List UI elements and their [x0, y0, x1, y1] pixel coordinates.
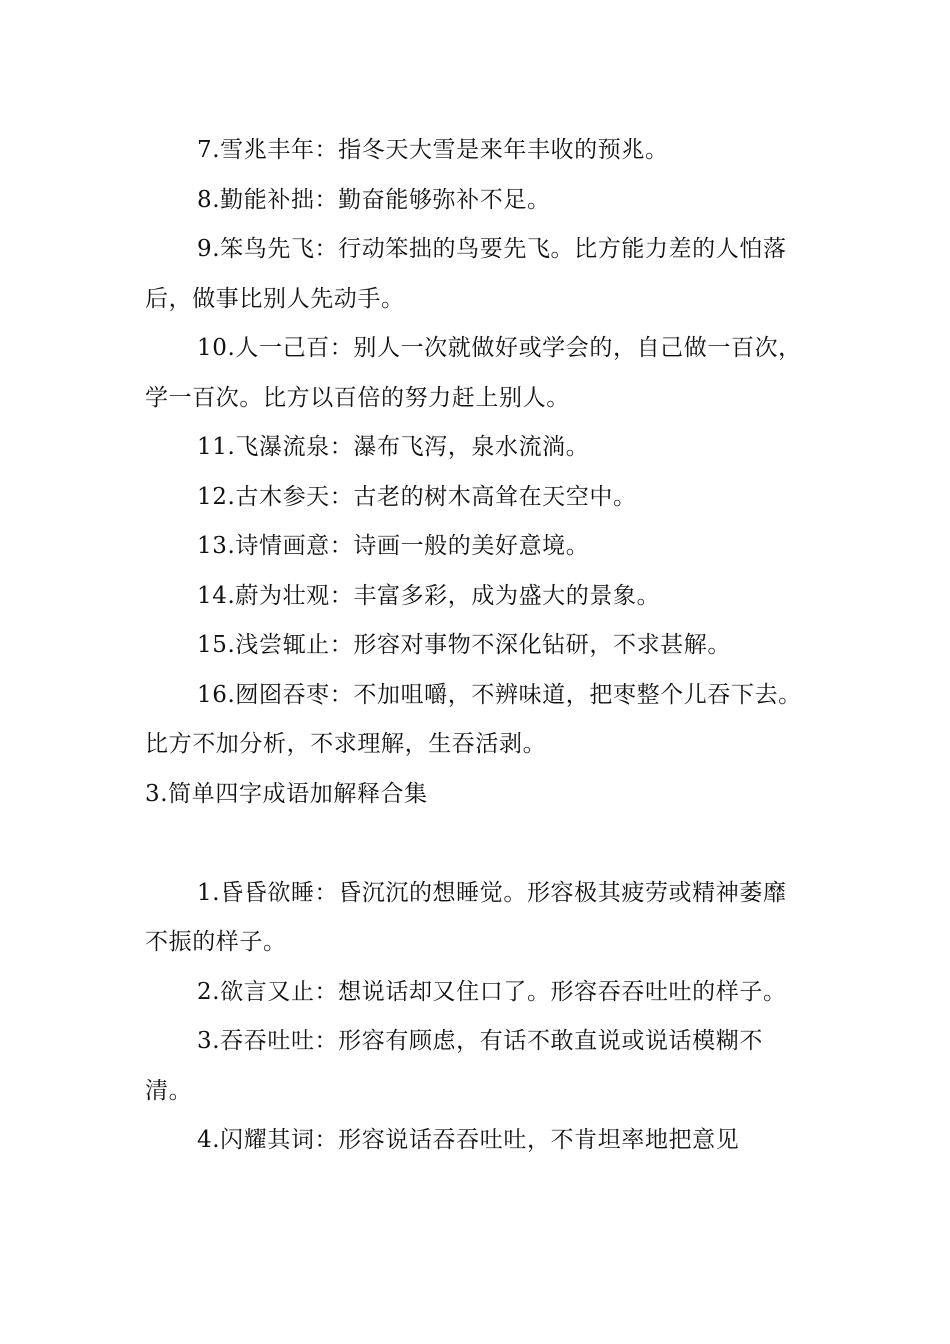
- idiom-entry-7: 7.雪兆丰年：指冬天大雪是来年丰收的预兆。: [197, 137, 669, 163]
- idiom-entry-11: 11.飞瀑流泉：瀑布飞泻，泉水流淌。: [197, 434, 590, 460]
- idiom-entry-2: 2.欲言又止：想说话却又住口了。形容吞吞吐吐的样子。: [197, 978, 787, 1005]
- blank-line: [145, 819, 807, 869]
- section-heading: 3.简单四字成语加解释合集: [145, 780, 428, 807]
- idiom-entry-4: 4.闪耀其词：形容说话吞吞吐吐，不肯坦率地把意见: [197, 1127, 740, 1153]
- idiom-entry-12: 12.古木参天：古老的树木高耸在天空中。: [197, 483, 637, 510]
- idiom-entry-10: 10.人一己百：别人一次就做好或学会的，自己做一百次，学一百次。比方以百倍的努力赶上别人。: [145, 335, 802, 411]
- idiom-entry-14: 14.蔚为壮观：丰富多彩，成为盛大的景象。: [197, 582, 661, 609]
- idiom-entry-9: 9.笨鸟先飞：行动笨拙的鸟要先飞。比方能力差的人怕落后，做事比别人先动手。: [145, 236, 787, 312]
- idiom-entry-8: 8.勤能补拙：勤奋能够弥补不足。: [197, 186, 551, 213]
- idiom-entry-3: 3.吞吞吐吐：形容有顾虑，有话不敢直说或说话模糊不清。: [145, 1028, 763, 1104]
- idiom-entry-15: 15.浅尝辄止：形容对事物不深化钻研，不求甚解。: [197, 632, 731, 658]
- idiom-entry-1: 1.昏昏欲睡：昏沉沉的想睡觉。形容极其疲劳或精神萎靡不振的样子。: [145, 879, 787, 955]
- idiom-entry-13: 13.诗情画意：诗画一般的美好意境。: [197, 533, 590, 559]
- document-page: [145, 126, 807, 1166]
- idiom-entry-16: 16.囫囵吞枣：不加咀嚼，不辨味道，把枣整个儿吞下去。比方不加分析，不求理解，生吞活剥。: [145, 681, 802, 757]
